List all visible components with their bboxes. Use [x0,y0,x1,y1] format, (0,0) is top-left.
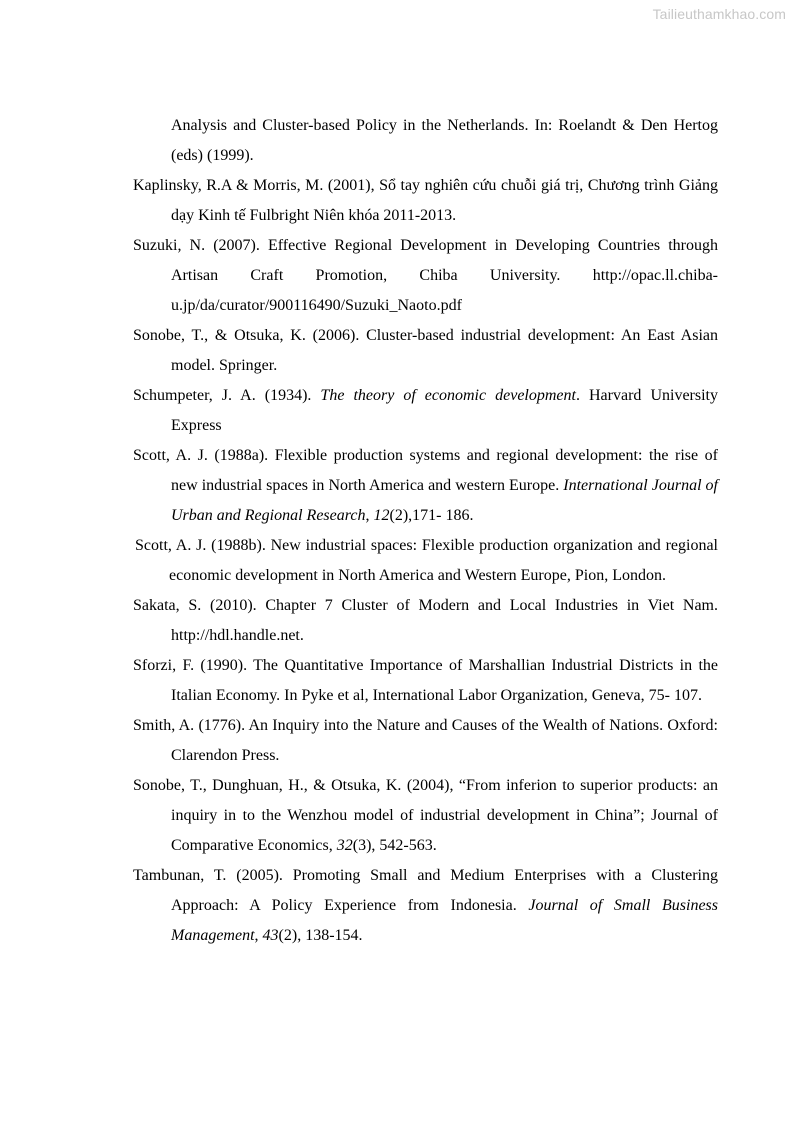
reference-text: Smith, A. (1776). An Inquiry into the Nature and Causes of the Wealth of Nations. Oxford: Clarendon Press. [133,717,718,764]
reference-item [133,171,718,231]
reference-item [133,321,718,381]
reference-item [133,861,718,951]
reference-text: Scott, A. J. (1988b). New industrial spaces: Flexible production organization and regional economic development in North America and Western Europe, Pion, London. [135,537,718,584]
reference-text: Sonobe, T., Dunghuan, H., & Otsuka, K. (2004), “From inferion to superior products: an inquiry in to the Wenzhou model of industrial development in China”; Journal of Comparative Economics, [133,777,718,854]
reference-text: . Harvard University Express [171,387,718,434]
reference-item [133,111,718,171]
reference-journal-italic: Journal of Small Business Management [171,897,718,944]
reference-text: Suzuki, N. (2007). Effective Regional Development in Developing Countries through Artisan Craft Promotion, Chiba University. http://opac.ll.chiba-u.jp/da/curator/900116490/Suzuki_Naoto.pdf [133,237,718,314]
watermark-text: Tailieuthamkhao.com [652,6,786,22]
reference-text: (3), 542-563. [352,837,437,854]
reference-text: Scott, A. J. (1988a). Flexible production systems and regional development: the rise of new industrial spaces in North America and western Europe. [133,447,718,494]
reference-item [133,651,718,711]
reference-text: , [254,927,263,944]
reference-text: Tambunan, T. (2005). Promoting Small and Medium Enterprises with a Clustering Approach: A Policy Experience from Indonesia. [133,867,718,914]
reference-text: Analysis and Cluster-based Policy in the Netherlands. In: Roelandt & Den Hertog (eds) (1999). [171,117,718,164]
reference-text: (2),171- 186. [389,507,474,524]
reference-text: Sforzi, F. (1990). The Quantitative Importance of Marshallian Industrial Districts in the Italian Economy. In Pyke et al, International Labor Organization, Geneva, 75- 107. [133,657,718,704]
reference-text: , [365,507,374,524]
reference-item [133,771,718,861]
reference-item [133,591,718,651]
reference-text: Kaplinsky, R.A & Morris, M. (2001), Sổ tay nghiên cứu chuỗi giá trị, Chương trình Giảng dạy Kinh tế Fulbright Niên khóa 2011-2013. [133,177,718,224]
reference-text: Sonobe, T., & Otsuka, K. (2006). Cluster-based industrial development: An East Asian model. Springer. [133,327,718,374]
reference-text: (2), 138-154. [278,927,363,944]
reference-item [133,711,718,771]
reference-volume-italic: 43 [262,927,279,944]
reference-text: Sakata, S. (2010). Chapter 7 Cluster of Modern and Local Industries in Viet Nam. http://hdl.handle.net. [133,597,718,644]
reference-journal-italic: International Journal of Urban and Regional Research [171,477,719,524]
reference-title-italic: The theory of economic development [320,387,576,404]
reference-item [133,531,718,591]
reference-volume-italic: 32 [336,837,353,854]
reference-item [133,441,718,531]
reference-volume-italic: 12 [373,507,390,524]
reference-text: Schumpeter, J. A. (1934). [133,387,321,404]
reference-item [133,381,718,441]
reference-item [133,231,718,321]
reference-list [133,111,718,951]
